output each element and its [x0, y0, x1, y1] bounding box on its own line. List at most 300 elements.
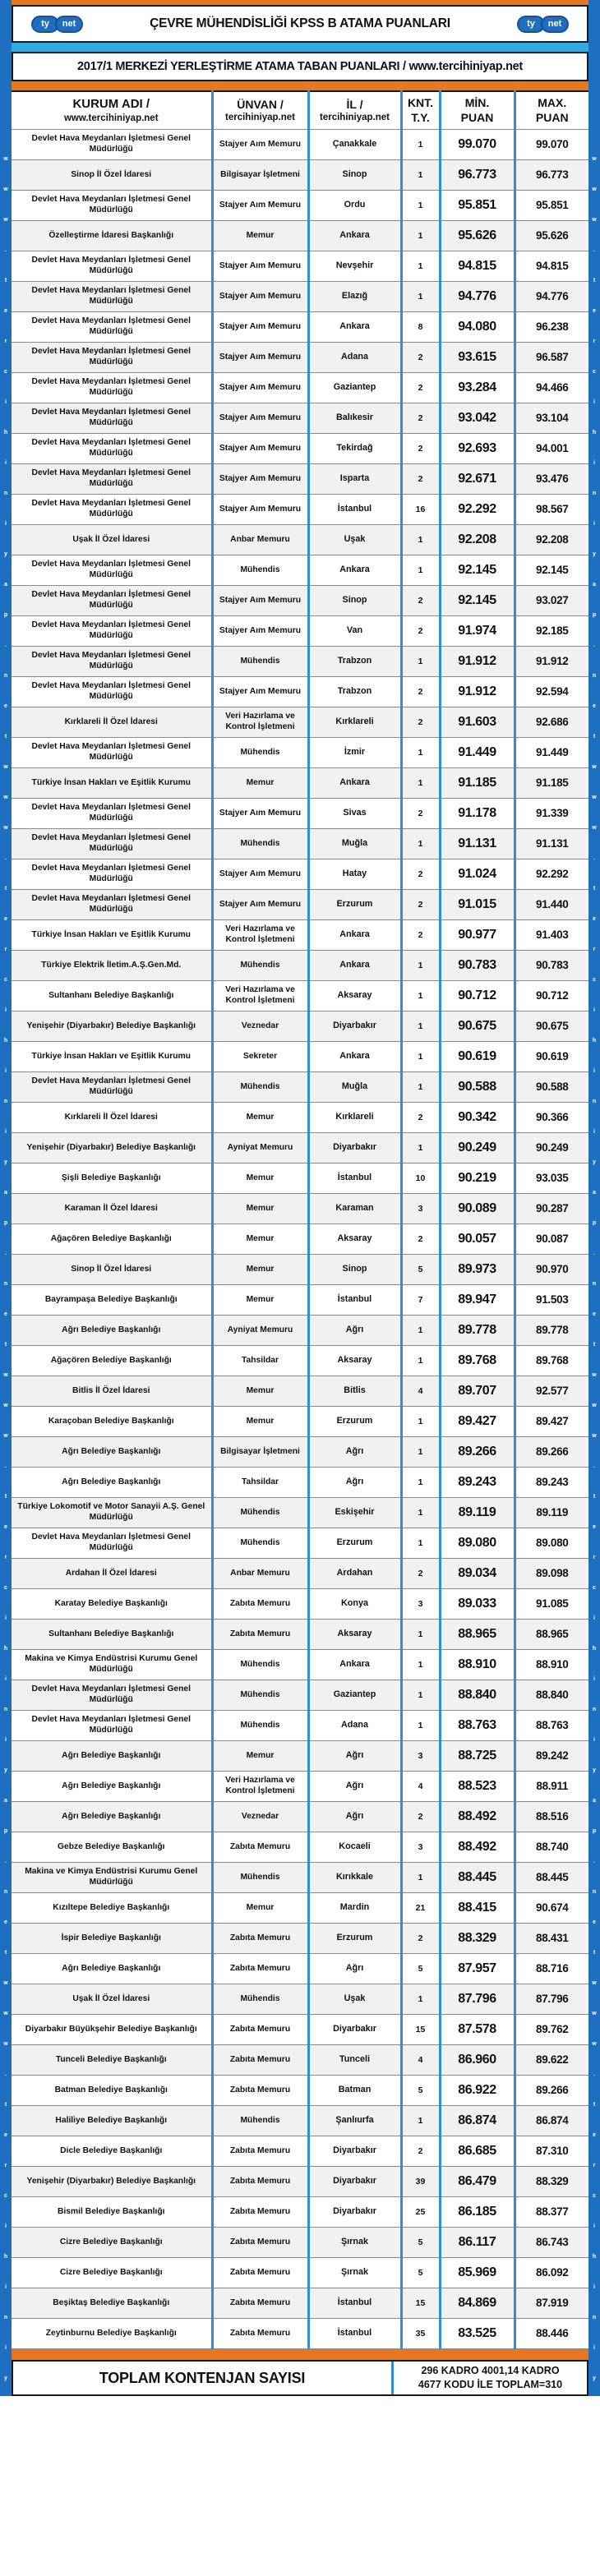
cell-unvan: Veri Hazırlama ve Kontrol İşletmeni: [212, 981, 308, 1012]
cell-il: İstanbul: [308, 2319, 401, 2349]
footer-value-line2: 4677 KODU İLE TOPLAM=310: [418, 2379, 563, 2390]
table-row: [12, 2197, 588, 2228]
cell-kurum: Devlet Hava Meydanları İşletmesi Genel Müdürlüğü: [12, 495, 212, 525]
cell-max-puan: 88.716: [515, 1954, 588, 1984]
watermark-char: w: [592, 156, 597, 162]
watermark-char: i: [593, 1676, 595, 1682]
cell-unvan: Zabıta Memuru: [212, 2228, 308, 2258]
cell-min-puan: 87.578: [440, 2015, 515, 2045]
cell-knt: 5: [401, 2228, 440, 2258]
cell-max-puan: 92.292: [515, 859, 588, 890]
cell-unvan: Mühendis: [212, 555, 308, 586]
watermark-char: w: [592, 2041, 597, 2047]
column-header-il-main: İL /: [346, 97, 363, 111]
cell-knt: 7: [401, 1285, 440, 1316]
table-row: [12, 251, 588, 282]
cell-unvan: Tahsildar: [212, 1346, 308, 1376]
cell-knt: 8: [401, 312, 440, 343]
watermark-char: p: [3, 1828, 8, 1834]
cell-il: Şırnak: [308, 2258, 401, 2288]
subtitle-text: 2017/1 MERKEZİ YERLEŞTİRME ATAMA TABAN PUANLARI / www.tercihiniyap.net: [77, 60, 523, 73]
cell-kurum: Ağrı Belediye Başkanlığı: [12, 1741, 212, 1772]
column-header-max: [515, 91, 588, 130]
table-row: [12, 1042, 588, 1072]
watermark-char: t: [4, 2558, 7, 2564]
cell-min-puan: 90.057: [440, 1224, 515, 1255]
watermark-char: e: [593, 1919, 596, 1925]
cell-il: Şanlıurfa: [308, 2106, 401, 2136]
table-row: [12, 1376, 588, 1407]
cell-max-puan: 89.778: [515, 1316, 588, 1346]
cell-unvan: Mühendis: [212, 1863, 308, 1893]
cell-max-puan: 94.001: [515, 434, 588, 464]
cell-unvan: Zabıta Memuru: [212, 2136, 308, 2167]
cell-knt: 3: [401, 1741, 440, 1772]
cell-kurum: Devlet Hava Meydanları İşletmesi Genel Müdürlüğü: [12, 829, 212, 859]
table-row: [12, 1559, 588, 1589]
cell-kurum: Tunceli Belediye Başkanlığı: [12, 2045, 212, 2076]
cell-max-puan: 89.762: [515, 2015, 588, 2045]
cell-max-puan: 95.851: [515, 191, 588, 221]
cell-kurum: Devlet Hava Meydanları İşletmesi Genel Müdürlüğü: [12, 282, 212, 312]
logo-ty-icon-right: ty: [517, 16, 545, 33]
cell-kurum: Kırklareli İl Özel İdaresi: [12, 707, 212, 738]
column-header-knt: [401, 91, 440, 130]
page-title: ÇEVRE MÜHENDİSLİĞİ KPSS B ATAMA PUANLARI: [150, 16, 450, 30]
watermark-char: n: [3, 491, 8, 496]
cell-knt: 1: [401, 981, 440, 1012]
cell-il: Ağrı: [308, 1802, 401, 1832]
watermark-char: a: [4, 582, 7, 588]
cell-knt: 2: [401, 1103, 440, 1133]
table-row: [12, 2076, 588, 2106]
cell-il: Uşak: [308, 525, 401, 555]
watermark-char: w: [592, 2011, 597, 2016]
cell-kurum: Devlet Hava Meydanları İşletmesi Genel Müdürlüğü: [12, 1711, 212, 1741]
watermark-char: h: [592, 2254, 597, 2260]
cell-min-puan: 86.922: [440, 2076, 515, 2106]
watermark-char: n: [592, 1099, 597, 1104]
cell-knt: 21: [401, 1893, 440, 1924]
watermark-char: w: [3, 764, 8, 770]
table-row: [12, 707, 588, 738]
cell-min-puan: 89.080: [440, 1528, 515, 1559]
cell-knt: 1: [401, 1346, 440, 1376]
table-row: [12, 2228, 588, 2258]
cell-il: Ağrı: [308, 1954, 401, 1984]
cell-min-puan: 89.973: [440, 1255, 515, 1285]
cell-min-puan: 85.969: [440, 2258, 515, 2288]
watermark-char: w: [3, 217, 8, 223]
cell-kurum: Devlet Hava Meydanları İşletmesi Genel Müdürlüğü: [12, 586, 212, 616]
cell-il: Erzurum: [308, 1924, 401, 1954]
watermark-char: w: [3, 2041, 8, 2047]
watermark-char: e: [4, 1524, 7, 1530]
cell-min-puan: 84.869: [440, 2288, 515, 2319]
table-row: [12, 1498, 588, 1528]
watermark-char: w: [592, 217, 597, 223]
watermark-char: w: [3, 187, 8, 192]
table-row: [12, 1954, 588, 1984]
cell-il: Mardin: [308, 1893, 401, 1924]
cell-max-puan: 88.329: [515, 2167, 588, 2197]
cell-knt: 5: [401, 1255, 440, 1285]
cell-il: Ağrı: [308, 1468, 401, 1498]
watermark-char: i: [593, 2223, 595, 2229]
cell-knt: 15: [401, 2288, 440, 2319]
watermark-char: .: [593, 1859, 595, 1864]
cell-kurum: Bayrampaşa Belediye Başkanlığı: [12, 1285, 212, 1316]
table-row: [12, 464, 588, 495]
watermark-char: t: [4, 1342, 7, 1348]
cell-knt: 2: [401, 586, 440, 616]
table-row: [12, 2045, 588, 2076]
cell-kurum: Devlet Hava Meydanları İşletmesi Genel Müdürlüğü: [12, 343, 212, 373]
cell-max-puan: 91.912: [515, 647, 588, 677]
cell-unvan: Stajyer Aım Memuru: [212, 373, 308, 403]
table-row: [12, 920, 588, 951]
cell-il: Kırklareli: [308, 1103, 401, 1133]
cell-il: İstanbul: [308, 1164, 401, 1194]
cell-unvan: Ayniyat Memuru: [212, 1316, 308, 1346]
cell-il: Ankara: [308, 312, 401, 343]
cell-il: Sinop: [308, 586, 401, 616]
column-header-kurum-sub: www.tercihiniyap.net: [63, 113, 159, 123]
cell-knt: 1: [401, 1711, 440, 1741]
cell-kurum: Sultanhanı Belediye Başkanlığı: [12, 1620, 212, 1650]
watermark-char: p: [3, 2436, 8, 2442]
watermark-char: w: [592, 187, 597, 192]
cell-unvan: Memur: [212, 1285, 308, 1316]
cell-max-puan: 87.310: [515, 2136, 588, 2167]
cell-knt: 39: [401, 2167, 440, 2197]
cell-min-puan: 86.117: [440, 2228, 515, 2258]
column-header-unvan: [212, 91, 308, 130]
table-row: [12, 1255, 588, 1285]
cell-il: Batman: [308, 2076, 401, 2106]
watermark-char: y: [593, 551, 596, 557]
table-row: [12, 525, 588, 555]
table-row: [12, 1012, 588, 1042]
cell-kurum: Bismil Belediye Başkanlığı: [12, 2197, 212, 2228]
cell-kurum: Diyarbakır Büyükşehir Belediye Başkanlığı: [12, 2015, 212, 2045]
cell-kurum: Ağaçören Belediye Başkanlığı: [12, 1224, 212, 1255]
table-row: [12, 312, 588, 343]
cell-max-puan: 90.087: [515, 1224, 588, 1255]
watermark-char: w: [592, 825, 597, 831]
cell-unvan: Mühendis: [212, 1072, 308, 1103]
cell-knt: 2: [401, 920, 440, 951]
table-row: [12, 1407, 588, 1437]
cell-max-puan: 92.208: [515, 525, 588, 555]
cell-min-puan: 91.912: [440, 647, 515, 677]
cell-min-puan: 92.145: [440, 555, 515, 586]
cell-unvan: Stajyer Aım Memuru: [212, 799, 308, 829]
footer-bar: [12, 2360, 588, 2396]
watermark-char: e: [593, 1311, 596, 1317]
watermark-char: i: [5, 521, 7, 527]
table-row: [12, 738, 588, 768]
cell-kurum: Kırklareli İl Özel İdaresi: [12, 1103, 212, 1133]
cell-max-puan: 88.446: [515, 2319, 588, 2349]
cell-knt: 1: [401, 1133, 440, 1164]
cell-il: Aksaray: [308, 1620, 401, 1650]
cell-il: Hatay: [308, 859, 401, 890]
cell-unvan: Stajyer Aım Memuru: [212, 495, 308, 525]
cell-il: Bitlis: [308, 1376, 401, 1407]
watermark-char: w: [3, 2011, 8, 2016]
cell-unvan: Veri Hazırlama ve Kontrol İşletmeni: [212, 920, 308, 951]
cell-knt: 1: [401, 1680, 440, 1711]
cell-min-puan: 95.626: [440, 221, 515, 251]
cell-kurum: Devlet Hava Meydanları İşletmesi Genel Müdürlüğü: [12, 738, 212, 768]
watermark-char: i: [593, 1129, 595, 1135]
cell-min-puan: 93.615: [440, 343, 515, 373]
cell-kurum: Devlet Hava Meydanları İşletmesi Genel Müdürlüğü: [12, 1072, 212, 1103]
watermark-char: e: [4, 308, 7, 314]
cell-knt: 3: [401, 1832, 440, 1863]
cell-knt: 2: [401, 677, 440, 707]
cell-il: Diyarbakır: [308, 2015, 401, 2045]
cell-max-puan: 88.516: [515, 1802, 588, 1832]
watermark-char: e: [593, 1524, 596, 1530]
cell-knt: 2: [401, 890, 440, 920]
watermark-char: n: [3, 2497, 8, 2503]
cell-kurum: Dicle Belediye Başkanlığı: [12, 2136, 212, 2167]
cell-unvan: Memur: [212, 1255, 308, 1285]
watermark-char: n: [592, 491, 597, 496]
cell-il: Adana: [308, 1711, 401, 1741]
watermark-char: y: [4, 551, 7, 557]
table-row: [12, 2288, 588, 2319]
cell-unvan: Memur: [212, 1407, 308, 1437]
cell-il: Nevşehir: [308, 251, 401, 282]
cell-il: Diyarbakır: [308, 2136, 401, 2167]
cell-min-puan: 88.415: [440, 1893, 515, 1924]
cell-max-puan: 89.242: [515, 1741, 588, 1772]
watermark-char: h: [592, 1646, 597, 1652]
cell-kurum: Devlet Hava Meydanları İşletmesi Genel Müdürlüğü: [12, 434, 212, 464]
cell-unvan: Veri Hazırlama ve Kontrol İşletmeni: [212, 1772, 308, 1802]
cell-kurum: Sinop İl Özel İdaresi: [12, 1255, 212, 1285]
watermark-char: a: [593, 1190, 596, 1196]
watermark-char: w: [592, 795, 597, 800]
cell-max-puan: 90.674: [515, 1893, 588, 1924]
cell-il: Tekirdağ: [308, 434, 401, 464]
watermark-char: c: [4, 977, 7, 983]
cell-kurum: Ağrı Belediye Başkanlığı: [12, 1316, 212, 1346]
table-row: [12, 2258, 588, 2288]
cell-kurum: Devlet Hava Meydanları İşletmesi Genel Müdürlüğü: [12, 555, 212, 586]
cell-il: Ağrı: [308, 1437, 401, 1468]
watermark-char: w: [592, 1980, 597, 1986]
watermark-char: i: [5, 2284, 7, 2290]
cell-min-puan: 87.796: [440, 1984, 515, 2015]
cell-knt: 1: [401, 1316, 440, 1346]
table-row: [12, 1072, 588, 1103]
cell-il: Gaziantep: [308, 373, 401, 403]
cell-knt: 4: [401, 1376, 440, 1407]
watermark-char: w: [592, 1372, 597, 1378]
cell-knt: 1: [401, 555, 440, 586]
cell-kurum: Türkiye Lokomotif ve Motor Sanayii A.Ş. Genel Müdürlüğü: [12, 1498, 212, 1528]
cell-il: Diyarbakır: [308, 1133, 401, 1164]
cell-il: Ardahan: [308, 1559, 401, 1589]
watermark-char: t: [593, 886, 596, 892]
cell-il: Kırklareli: [308, 707, 401, 738]
cell-unvan: Zabıta Memuru: [212, 2288, 308, 2319]
cell-max-puan: 88.965: [515, 1620, 588, 1650]
cell-unvan: Stajyer Aım Memuru: [212, 616, 308, 647]
cell-max-puan: 89.266: [515, 2076, 588, 2106]
cell-kurum: Ağrı Belediye Başkanlığı: [12, 1468, 212, 1498]
table-row: [12, 981, 588, 1012]
table-row: [12, 373, 588, 403]
cell-min-puan: 94.815: [440, 251, 515, 282]
watermark-char: t: [4, 1950, 7, 1956]
cell-max-puan: 91.403: [515, 920, 588, 951]
cell-il: Ankara: [308, 951, 401, 981]
watermark-char: .: [593, 1251, 595, 1256]
watermark-char: .: [593, 1463, 595, 1469]
cell-min-puan: 90.089: [440, 1194, 515, 1224]
cell-kurum: İspir Belediye Başkanlığı: [12, 1924, 212, 1954]
cell-max-puan: 94.776: [515, 282, 588, 312]
watermark-char: n: [592, 2497, 597, 2503]
watermark-right: [588, 144, 600, 2576]
cell-max-puan: 98.567: [515, 495, 588, 525]
watermark-char: y: [4, 1767, 7, 1773]
cell-knt: 2: [401, 1924, 440, 1954]
cell-min-puan: 94.776: [440, 282, 515, 312]
footer-total-value: [394, 2362, 587, 2394]
table-row: [12, 1437, 588, 1468]
watermark-char: y: [593, 1767, 596, 1773]
cell-min-puan: 99.070: [440, 130, 515, 160]
watermark-char: r: [593, 947, 596, 952]
cell-knt: 1: [401, 951, 440, 981]
watermark-char: p: [592, 1220, 597, 1226]
table-row: [12, 768, 588, 799]
cell-unvan: Memur: [212, 1224, 308, 1255]
cell-min-puan: 91.024: [440, 859, 515, 890]
watermark-char: t: [593, 734, 596, 740]
cell-il: Ankara: [308, 1650, 401, 1680]
cell-knt: 1: [401, 1407, 440, 1437]
column-header-max-main: MAX.: [538, 96, 567, 109]
watermark-char: r: [593, 1555, 596, 1560]
cell-unvan: Mühendis: [212, 2106, 308, 2136]
cell-max-puan: 91.440: [515, 890, 588, 920]
watermark-char: i: [593, 1068, 595, 1074]
cell-unvan: Mühendis: [212, 1984, 308, 2015]
watermark-char: r: [593, 2163, 596, 2168]
table-row: [12, 1620, 588, 1650]
cell-unvan: Memur: [212, 1194, 308, 1224]
watermark-char: i: [5, 2345, 7, 2351]
subtitle-bar: [12, 52, 588, 81]
cell-kurum: Devlet Hava Meydanları İşletmesi Genel Müdürlüğü: [12, 130, 212, 160]
table-row: [12, 1285, 588, 1316]
footer-value-line1: 296 KADRO 4001,14 KADRO: [421, 2365, 560, 2377]
cell-min-puan: 89.427: [440, 1407, 515, 1437]
cell-knt: 1: [401, 1437, 440, 1468]
cell-max-puan: 90.366: [515, 1103, 588, 1133]
watermark-char: .: [5, 1859, 7, 1864]
cell-min-puan: 88.910: [440, 1650, 515, 1680]
cell-il: Ağrı: [308, 1316, 401, 1346]
cell-kurum: Makina ve Kimya Endüstrisi Kurumu Genel Müdürlüğü: [12, 1650, 212, 1680]
cell-max-puan: 92.577: [515, 1376, 588, 1407]
watermark-char: h: [3, 1646, 8, 1652]
cell-kurum: Cizre Belediye Başkanlığı: [12, 2228, 212, 2258]
cell-unvan: Stajyer Aım Memuru: [212, 343, 308, 373]
column-header-kurum: [12, 91, 212, 130]
cell-il: Sivas: [308, 799, 401, 829]
cell-knt: 1: [401, 1468, 440, 1498]
watermark-char: .: [5, 643, 7, 648]
cell-il: Diyarbakır: [308, 1012, 401, 1042]
cell-kurum: Ağaçören Belediye Başkanlığı: [12, 1346, 212, 1376]
watermark-char: a: [4, 1798, 7, 1804]
cell-kurum: Devlet Hava Meydanları İşletmesi Genel Müdürlüğü: [12, 373, 212, 403]
cell-il: Erzurum: [308, 1407, 401, 1437]
cell-knt: 1: [401, 1072, 440, 1103]
table-row: [12, 2015, 588, 2045]
cell-max-puan: 86.092: [515, 2258, 588, 2288]
cell-max-puan: 90.783: [515, 951, 588, 981]
watermark-char: .: [5, 247, 7, 253]
cell-knt: 2: [401, 373, 440, 403]
watermark-char: i: [5, 1737, 7, 1743]
watermark-char: w: [592, 764, 597, 770]
watermark-char: i: [593, 1737, 595, 1743]
cell-min-puan: 88.445: [440, 1863, 515, 1893]
cell-min-puan: 87.957: [440, 1954, 515, 1984]
column-header-min: [440, 91, 515, 130]
cell-knt: 16: [401, 495, 440, 525]
cell-knt: 2: [401, 434, 440, 464]
watermark-char: .: [593, 247, 595, 253]
cell-min-puan: 88.725: [440, 1741, 515, 1772]
watermark-char: c: [593, 1585, 596, 1591]
cell-knt: 25: [401, 2197, 440, 2228]
cell-il: İstanbul: [308, 2288, 401, 2319]
cell-max-puan: 89.622: [515, 2045, 588, 2076]
cell-min-puan: 90.712: [440, 981, 515, 1012]
cell-knt: 1: [401, 829, 440, 859]
watermark-char: p: [3, 1220, 8, 1226]
watermark-char: i: [5, 399, 7, 405]
cell-min-puan: 92.671: [440, 464, 515, 495]
table-row: [12, 130, 588, 160]
watermark-char: n: [3, 1707, 8, 1712]
cell-kurum: Karaman İl Özel İdaresi: [12, 1194, 212, 1224]
cell-knt: 4: [401, 1772, 440, 1802]
cell-knt: 2: [401, 616, 440, 647]
table-row: [12, 890, 588, 920]
divider-orange-strip-top: [12, 81, 588, 90]
cell-knt: 1: [401, 647, 440, 677]
cell-max-puan: 92.686: [515, 707, 588, 738]
column-header-kurum-main: KURUM ADI /: [72, 96, 150, 111]
cell-kurum: Devlet Hava Meydanları İşletmesi Genel Müdürlüğü: [12, 251, 212, 282]
cell-kurum: Devlet Hava Meydanları İşletmesi Genel Müdürlüğü: [12, 464, 212, 495]
content-container: [12, 5, 588, 2396]
cell-max-puan: 91.131: [515, 829, 588, 859]
cell-kurum: Devlet Hava Meydanları İşletmesi Genel Müdürlüğü: [12, 312, 212, 343]
watermark-char: .: [5, 2467, 7, 2472]
